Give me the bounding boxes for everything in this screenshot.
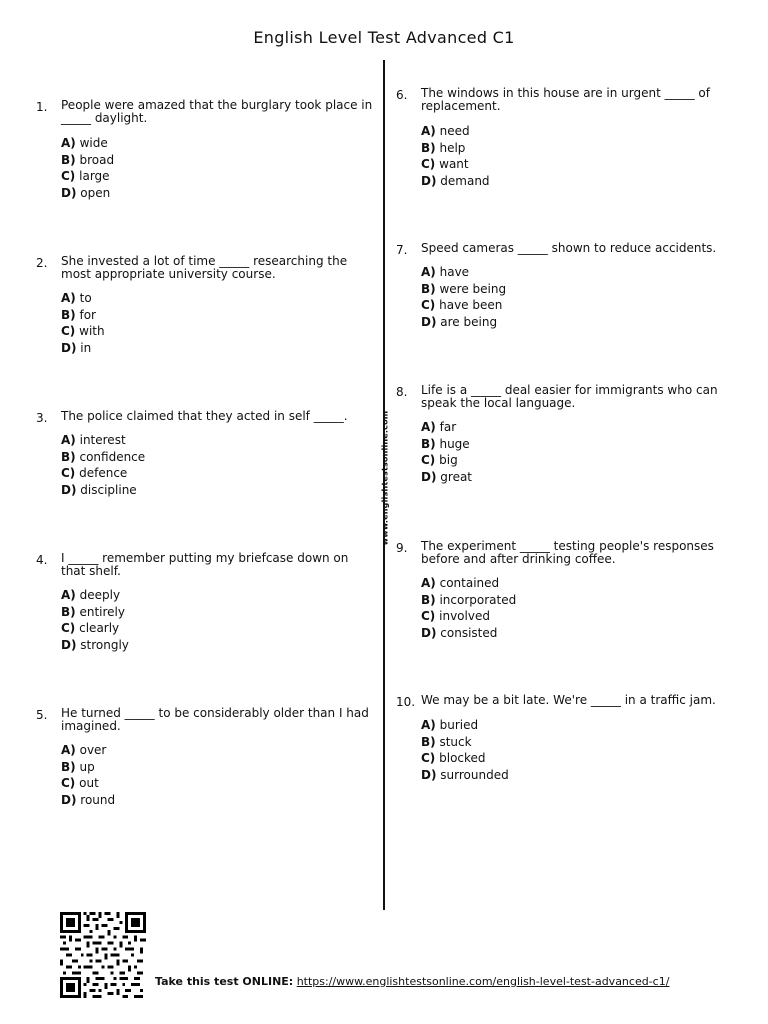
option-letter: B) [421, 281, 436, 296]
option-d[interactable] [61, 792, 115, 809]
option-list [61, 742, 115, 808]
question-text: The police claimed that they acted in self _____. [61, 409, 348, 423]
option-text: were being [439, 281, 507, 296]
option-letter: A) [421, 420, 436, 434]
option-text: confidence [79, 449, 146, 464]
option-text: clearly [79, 621, 120, 635]
question-number: 6. [396, 88, 408, 102]
option-letter: B) [421, 140, 436, 155]
option-letter: B) [421, 436, 436, 451]
option-text: buried [439, 718, 479, 732]
option-letter: A) [421, 124, 436, 138]
option-list [421, 419, 472, 485]
option-c[interactable] [61, 465, 145, 482]
question-number: 7. [396, 243, 408, 257]
option-a[interactable] [61, 290, 105, 307]
option-c[interactable] [421, 608, 516, 625]
option-text: are being [440, 314, 498, 329]
option-letter: B) [61, 152, 76, 167]
option-a[interactable] [61, 432, 145, 449]
option-text: large [79, 169, 110, 183]
option-letter: B) [421, 734, 436, 749]
option-list [61, 432, 145, 498]
page-title: English Level Test Advanced C1 [253, 28, 515, 47]
option-list [61, 135, 114, 201]
option-b[interactable] [61, 307, 105, 324]
option-a[interactable] [61, 135, 114, 152]
option-letter: A) [61, 433, 76, 447]
question-text: We may be a bit late. We're _____ in a traffic jam. [421, 693, 716, 707]
option-text: over [79, 743, 107, 757]
option-letter: C) [61, 776, 76, 790]
option-text: demand [440, 173, 490, 188]
option-a[interactable] [421, 717, 509, 734]
option-a[interactable] [421, 123, 490, 140]
question-text: She invested a lot of time _____ researching the most appropriate university course. [61, 254, 348, 281]
option-letter: C) [421, 298, 436, 312]
option-text: blocked [439, 751, 486, 765]
option-c[interactable] [61, 323, 105, 340]
option-text: open [80, 185, 111, 200]
question-number: 5. [36, 708, 48, 722]
option-letter: A) [61, 588, 76, 602]
option-letter: B) [61, 604, 76, 619]
option-text: to [79, 291, 92, 305]
option-text: deeply [79, 588, 121, 602]
option-letter: A) [61, 291, 76, 305]
option-text: have [439, 265, 470, 279]
option-a[interactable] [61, 742, 115, 759]
question-number: 3. [36, 411, 48, 425]
option-letter: D) [421, 314, 437, 329]
question-text: He turned _____ to be considerably older than I had imagined. [61, 706, 369, 733]
option-c[interactable] [421, 156, 490, 173]
option-letter: A) [61, 136, 76, 150]
option-text: need [439, 124, 470, 138]
option-d[interactable] [421, 625, 516, 642]
option-b[interactable] [421, 140, 490, 157]
option-letter: C) [61, 169, 76, 183]
option-a[interactable] [421, 264, 506, 281]
option-text: great [440, 469, 473, 484]
option-text: surrounded [440, 767, 509, 782]
option-c[interactable] [61, 168, 114, 185]
option-list [421, 123, 490, 189]
question-text: Life is a _____ deal easier for immigrants who can speak the local language. [421, 383, 718, 410]
option-letter: C) [61, 466, 76, 480]
option-letter: D) [421, 173, 437, 188]
option-d[interactable] [61, 482, 145, 499]
question-text: The experiment _____ testing people's responses before and after drinking coffee. [421, 539, 714, 566]
option-letter: C) [61, 324, 76, 338]
option-letter: C) [421, 751, 436, 765]
option-c[interactable] [421, 297, 506, 314]
option-letter: D) [61, 185, 77, 200]
option-letter: A) [421, 576, 436, 590]
watermark-text: www.englishtestsonline.com [380, 410, 390, 546]
option-d[interactable] [421, 173, 490, 190]
option-b[interactable] [61, 152, 114, 169]
option-letter: D) [421, 625, 437, 640]
question-number: 1. [36, 100, 48, 114]
option-letter: C) [421, 157, 436, 171]
option-text: round [80, 792, 116, 807]
option-b[interactable] [421, 281, 506, 298]
option-text: in [80, 340, 92, 355]
option-text: want [439, 157, 469, 171]
footer [155, 975, 669, 988]
question-number: 2. [36, 256, 48, 270]
question-text: I _____ remember putting my briefcase down on that shelf. [61, 551, 349, 578]
option-b[interactable] [61, 604, 129, 621]
option-b[interactable] [421, 592, 516, 609]
option-text: broad [79, 152, 115, 167]
option-letter: C) [421, 609, 436, 623]
option-text: stuck [439, 734, 472, 749]
option-text: wide [79, 136, 108, 150]
option-text: consisted [440, 625, 498, 640]
option-letter: A) [421, 718, 436, 732]
footer-label: Take this test ONLINE: [155, 975, 294, 988]
option-text: out [79, 776, 99, 790]
question-text: People were amazed that the burglary took place in _____ daylight. [61, 98, 373, 125]
option-text: defence [79, 466, 128, 480]
option-b[interactable] [61, 449, 145, 466]
option-d[interactable] [421, 314, 506, 331]
option-a[interactable] [61, 587, 129, 604]
option-text: for [79, 307, 96, 322]
question-number: 4. [36, 553, 48, 567]
option-d[interactable] [61, 185, 114, 202]
option-d[interactable] [421, 767, 509, 784]
option-text: entirely [79, 604, 125, 619]
option-text: strongly [80, 637, 129, 652]
option-letter: B) [421, 592, 436, 607]
qr-code-icon[interactable] [58, 912, 148, 998]
option-text: up [79, 759, 95, 774]
test-online-link[interactable]: https://www.englishtestsonline.com/english-level-test-advanced-c1/ [296, 975, 670, 988]
option-letter: D) [61, 637, 77, 652]
question-number: 9. [396, 541, 408, 555]
option-list [421, 717, 509, 783]
option-d[interactable] [61, 340, 105, 357]
option-text: contained [439, 576, 500, 590]
option-letter: D) [421, 469, 437, 484]
option-letter: D) [61, 792, 77, 807]
option-list [421, 264, 506, 330]
option-list [61, 587, 129, 653]
option-a[interactable] [421, 419, 472, 436]
option-c[interactable] [61, 620, 129, 637]
option-text: big [439, 453, 458, 467]
question-text: The windows in this house are in urgent _____ of replacement. [421, 86, 711, 113]
option-text: with [79, 324, 105, 338]
option-a[interactable] [421, 575, 516, 592]
option-text: help [439, 140, 466, 155]
option-letter: D) [61, 482, 77, 497]
option-d[interactable] [421, 469, 472, 486]
option-c[interactable] [61, 775, 115, 792]
option-letter: A) [421, 265, 436, 279]
option-text: huge [439, 436, 470, 451]
option-text: involved [439, 609, 490, 623]
option-letter: A) [61, 743, 76, 757]
option-text: far [439, 420, 457, 434]
option-list [61, 290, 105, 356]
option-text: incorporated [439, 592, 517, 607]
option-b[interactable] [421, 734, 509, 751]
option-c[interactable] [421, 452, 472, 469]
option-letter: D) [421, 767, 437, 782]
option-text: discipline [80, 482, 137, 497]
option-letter: C) [421, 453, 436, 467]
option-letter: B) [61, 449, 76, 464]
option-d[interactable] [61, 637, 129, 654]
option-b[interactable] [61, 759, 115, 776]
option-list [421, 575, 516, 641]
option-text: interest [79, 433, 126, 447]
question-number: 8. [396, 385, 408, 399]
option-letter: B) [61, 759, 76, 774]
option-text: have been [439, 298, 503, 312]
question-text: Speed cameras _____ shown to reduce accidents. [421, 241, 717, 255]
option-letter: C) [61, 621, 76, 635]
option-letter: B) [61, 307, 76, 322]
question-number: 10. [396, 695, 416, 709]
option-b[interactable] [421, 436, 472, 453]
option-letter: D) [61, 340, 77, 355]
option-c[interactable] [421, 750, 509, 767]
